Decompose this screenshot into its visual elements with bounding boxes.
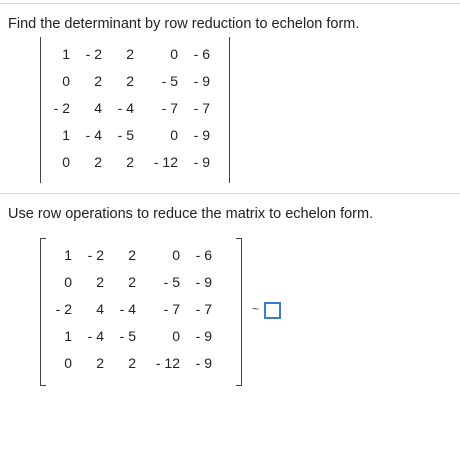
determinant-matrix-row [44,94,216,121]
echelon-matrix-row [46,241,218,268]
echelon-matrix-cell: 4 [96,300,104,317]
echelon-matrix-cell: 1 [64,246,72,263]
determinant-matrix-row [44,67,216,94]
echelon-matrix-entries [46,241,218,376]
echelon-matrix-cell: 2 [128,246,136,263]
echelon-matrix-cell: 2 [96,354,104,371]
determinant-matrix-cell: - 9 [193,126,210,143]
determinant-matrix-cell: - 6 [193,45,210,62]
determinant-matrix-cell: 1 [62,45,70,62]
top-divider [0,3,460,4]
echelon-matrix-cell: 0 [172,246,180,263]
determinant-matrix-cell: 0 [62,72,70,89]
echelon-matrix-cell: 0 [172,327,180,344]
determinant-matrix-cell: - 4 [117,99,134,116]
equivalence-tilde: ~ [252,302,260,316]
echelon-matrix-row [46,322,218,349]
echelon-matrix-cell: 0 [64,273,72,290]
determinant-matrix-cell: - 2 [53,99,70,116]
echelon-matrix-cell: 0 [64,354,72,371]
answer-input-box[interactable] [264,302,281,319]
determinant-matrix-cell: - 2 [85,45,102,62]
echelon-matrix-cell: - 2 [55,300,72,317]
echelon-matrix-cell: 2 [128,273,136,290]
determinant-matrix-row [44,121,216,148]
determinant-matrix-entries [44,40,216,175]
determinant-matrix-cell: - 7 [193,99,210,116]
determinant-matrix-cell: - 9 [193,153,210,170]
determinant-matrix-cell: - 7 [161,99,178,116]
determinant-matrix-cell: - 5 [161,72,178,89]
echelon-matrix-cell: - 5 [163,273,180,290]
determinant-matrix-cell: - 12 [153,153,178,170]
determinant-matrix-cell: 2 [94,72,102,89]
determinant-matrix-cell: 2 [126,72,134,89]
echelon-matrix-cell: 2 [128,354,136,371]
determinant-matrix-cell: 0 [170,126,178,143]
echelon-matrix-cell: - 4 [119,300,136,317]
determinant-matrix-cell: 2 [126,45,134,62]
determinant-matrix-cell: - 9 [193,72,210,89]
determinant-matrix-cell: 2 [94,153,102,170]
step-prompt: Use row operations to reduce the matrix to echelon form. [8,206,374,222]
echelon-matrix-cell: - 7 [195,300,212,317]
determinant-matrix-cell: 0 [170,45,178,62]
determinant-matrix-cell: 2 [126,153,134,170]
determinant-matrix-row [44,148,216,175]
determinant-matrix-cell: - 4 [85,126,102,143]
echelon-matrix-cell: - 6 [195,246,212,263]
echelon-matrix-row [46,295,218,322]
echelon-matrix-cell: - 9 [195,354,212,371]
question-prompt: Find the determinant by row reduction to echelon form. [8,16,360,32]
determinant-matrix-cell: - 5 [117,126,134,143]
echelon-matrix-cell: 1 [64,327,72,344]
echelon-matrix-cell: - 9 [195,327,212,344]
echelon-matrix-cell: 2 [96,273,104,290]
echelon-matrix-cell: - 4 [87,327,104,344]
section-divider [0,193,460,194]
echelon-matrix-cell: - 7 [163,300,180,317]
echelon-matrix-row [46,268,218,295]
echelon-matrix-cell: - 2 [87,246,104,263]
determinant-matrix-cell: 1 [62,126,70,143]
echelon-matrix-cell: - 12 [155,354,180,371]
echelon-matrix-cell: - 9 [195,273,212,290]
determinant-matrix-cell: 4 [94,99,102,116]
determinant-matrix-row [44,40,216,67]
determinant-matrix-cell: 0 [62,153,70,170]
echelon-matrix-cell: - 5 [119,327,136,344]
echelon-matrix-row [46,349,218,376]
